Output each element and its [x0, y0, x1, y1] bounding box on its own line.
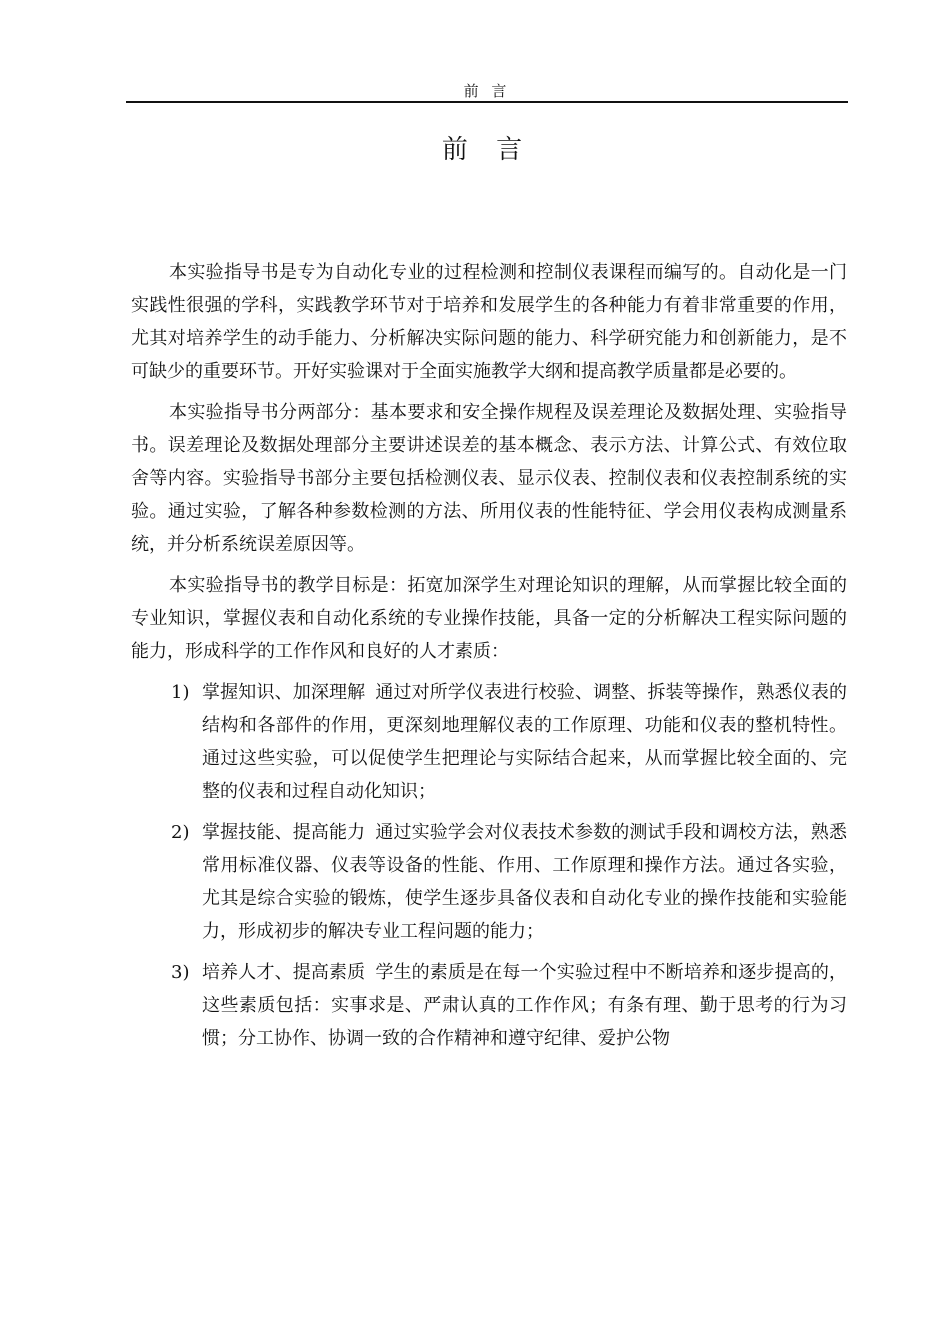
header-rule: [126, 101, 848, 103]
paragraph-3: 本实验指导书的教学目标是：拓宽加深学生对理论知识的理解，从而掌握比较全面的专业知识，掌握仪表和自动化系统的专业操作技能，具备一定的分析解决工程实际问题的能力，形成科学的工作作风和良好的人才素质：: [131, 575, 847, 662]
list-heading: 培养人才、提高素质: [202, 962, 366, 983]
paragraph-2: 本实验指导书分两部分：基本要求和安全操作规程及误差理论及数据处理、实验指导书。误差理论及数据处理部分主要讲述误差的基本概念、表示方法、计算公式、有效位取舍等内容。实验指导书部分主要包括检测仪表、显示仪表、控制仪表和仪表控制系统的实验。通过实验，了解各种参数检测的方法、所用仪表的性能特征、学会用仪表构成测量系统，并分析系统误差原因等。: [131, 402, 847, 555]
list-text: 通过实验学会对仪表技术参数的测试手段和调校方法，熟悉常用标准仪器、仪表等设备的性能、作用、工作原理和操作方法。通过各实验，尤其是综合实验的锻炼，使学生逐步具备仪表和自动化专业的操作技能和实验能力，形成初步的解决专业工程问题的能力；: [202, 822, 848, 942]
list-item-3: [131, 956, 847, 1055]
paragraph-1: 本实验指导书是专为自动化专业的过程检测和控制仪表课程而编写的。自动化是一门实践性很强的学科，实践教学环节对于培养和发展学生的各种能力有着非常重要的作用，尤其对培养学生的动手能力、分析解决实际问题的能力、科学研究能力和创新能力，是不可缺少的重要环节。开好实验课对于全面实施教学大纲和提高教学质量都是必要的。: [131, 262, 847, 382]
list-number: 1): [171, 682, 190, 703]
list-number: 2): [171, 822, 190, 843]
page-title: 前 言: [441, 135, 533, 165]
running-header: 前 言: [463, 82, 511, 100]
body-text: [131, 256, 847, 1063]
list-heading: 掌握知识、加深理解: [202, 682, 366, 703]
list-number: 3): [171, 962, 190, 983]
list-item-1: [131, 676, 847, 808]
list-text: 通过对所学仪表进行校验、调整、拆装等操作，熟悉仪表的结构和各部件的作用，更深刻地理解仪表的工作原理、功能和仪表的整机特性。通过这些实验，可以促使学生把理论与实际结合起来，从而掌握比较全面的、完整的仪表和过程自动化知识；: [202, 682, 848, 802]
list-item-2: [131, 816, 847, 948]
list-text: 学生的素质是在每一个实验过程中不断培养和逐步提高的，这些素质包括：实事求是、严肃认真的工作作风；有条有理、勤于思考的行为习惯；分工协作、协调一致的合作精神和遵守纪律、爱护公物: [202, 962, 848, 1049]
list-heading: 掌握技能、提高能力: [202, 822, 366, 843]
